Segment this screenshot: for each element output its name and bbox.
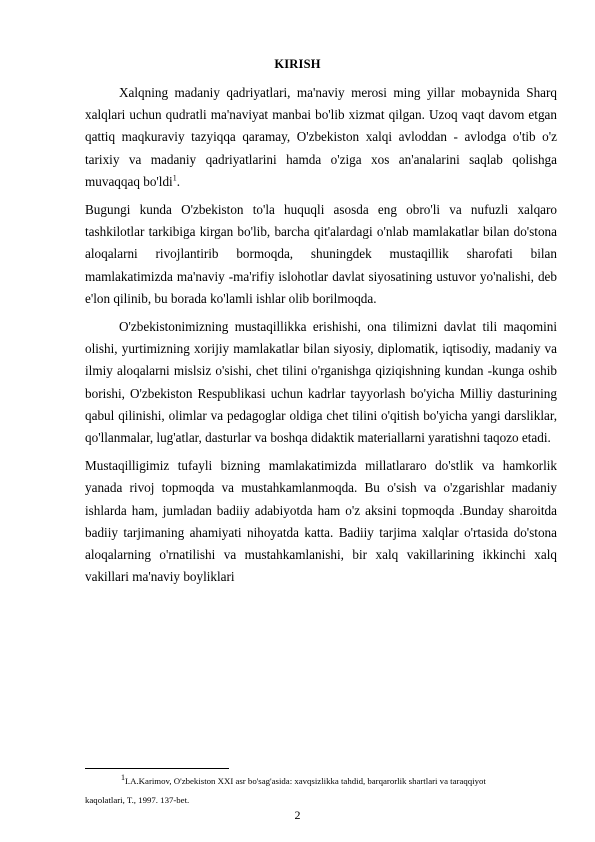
paragraph-1 (85, 82, 557, 193)
footnote-reference: 1 (172, 173, 177, 183)
paragraph-1-text: Xalqning madaniy qadriyatlari, ma'naviy merosi ming yillar mobaynida Sharq xalqlari uchun qudratli ma'naviyat manbai bo'lib xizmat qilgan. Uzoq vaqt davom etgan qattiq maqkuraviy tazyiqqa qaramay, O'zbekiston xalqi avloddan - avlodga o'tib o'z tarixiy va madaniy qadriyatlarini hamda o'ziga xos an'analarini saqlab qolishga muvaqqaq bo'ldi (85, 85, 557, 189)
paragraph-3: O'zbekistonimizning mustaqillikka erishishi, ona tilimizni davlat tili maqomini olishi, yurtimizning xorijiy mamlakatlar bilan siyosiy, diplomatik, iqtisodiy, madaniy va ilmiy aloqalarni mislsiz o'sishi, chet tilini o'rganishga qiziqishning kundan -kunga oshib borishi, O'zbekiston Respublikasi uchun kadrlar tayyorlash bo'yicha Milliy dasturining qabul qilinishi, olimlar va pedagoglar oldiga chet tilini o'qitish bo'yicha yangi darsliklar, qo'llanmalar, lug'atlar, dasturlar va boshqa didaktik materiallarni yaratishni taqozo etadi. (85, 319, 557, 446)
paragraph-1-end: . (176, 173, 181, 189)
paragraph-4: Mustaqilligimiz tufayli bizning mamlakatimizda millatlararo do'stlik va hamkorlik yanada rivoj topmoqda va mustahkamlanmoqda. Bu o'sish va o'zgarishlar madaniy ishlarda ham, jumladan badiiy adabiyotda ham o'z aksini topmoqda .Bunday sharoitda badiiy tarjimaning ahamiyati nihoyatda katta. Badiiy tarjima xalqlar o'rtasida do'stona aloqalarning o'rnatilishi va mustahkamlanishi, bir xalq vakillarining ikkinchi xalq vakillari ma'naviy boyliklari (85, 458, 557, 585)
section-heading: KIRISH (274, 57, 321, 71)
page-number: 2 (294, 808, 301, 822)
body-text (85, 82, 557, 588)
footnote-line-1 (85, 772, 557, 791)
footnote-marker: 1 (121, 773, 125, 783)
footnote (85, 772, 557, 810)
paragraph-2: Bugungi kunda O'zbekiston to'la huquqli asosda eng obro'li va nufuzli xalqaro tashkilotlar tarkibiga kirgan bo'lib, barcha qit'alardagi o'nlab mamlakatlar bilan do'stona aloqalarni rivojlantirib bormoqda, shuningdek mustaqillik sharofati bilan mamlakatimizda ma'naviy -ma'rifiy islohotlar davlat siyosatining ustuvor yo'nalishi, deb e'lon qilinib, bu borada ko'lamli ishlar olib borilmoqda. (85, 202, 557, 306)
footnote-line-2: kaqolatlari, T., 1997. 137-bet. (85, 795, 190, 805)
footnote-citation: I.A.Karimov, O'zbekiston XXI asr bo'sag'asida: xavqsizlikka tahdid, barqarorlik shartlari va taraqqiyot (125, 776, 486, 786)
footnote-separator (85, 768, 229, 769)
